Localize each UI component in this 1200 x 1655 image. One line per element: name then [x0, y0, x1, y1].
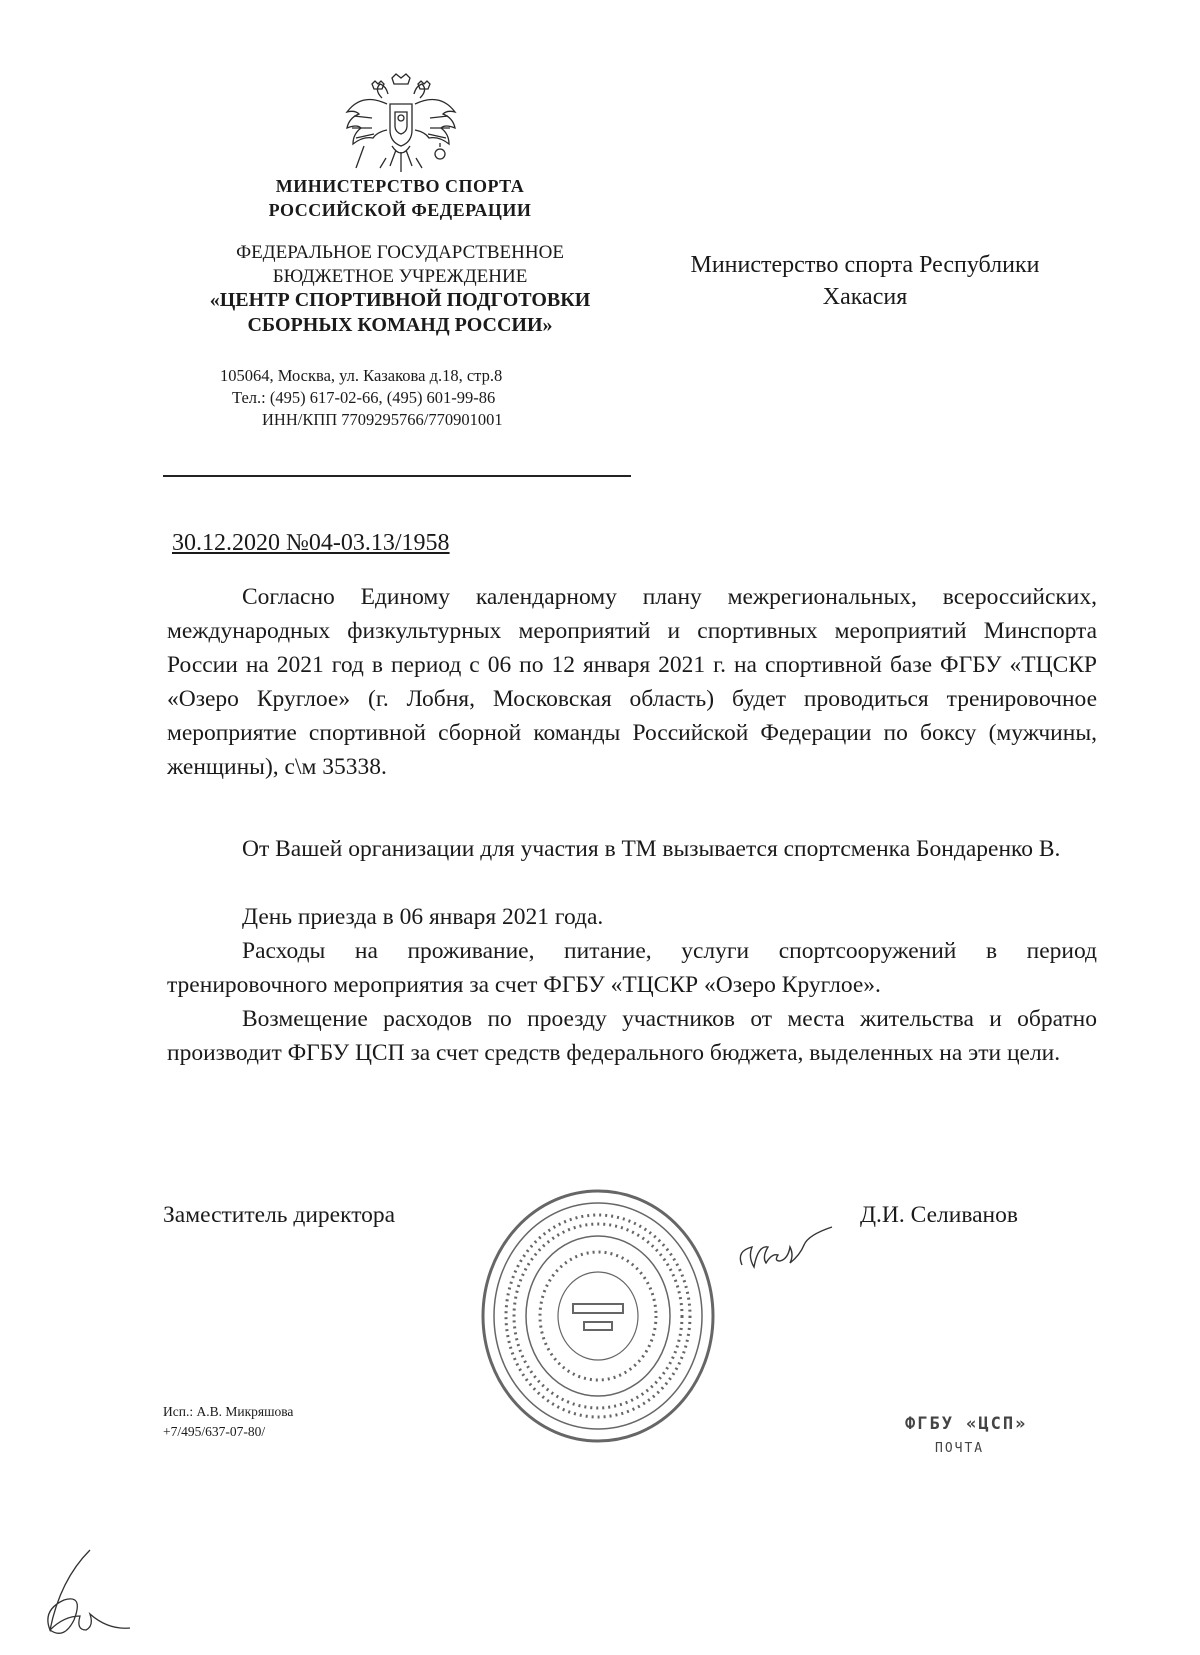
executor-phone: +7/495/637-07-80/ — [163, 1424, 266, 1439]
org-address: 105064, Москва, ул. Казакова д.18, стр.8 — [220, 366, 503, 385]
executor-name: Исп.: А.В. Микряшова — [163, 1404, 294, 1419]
document-reference: 30.12.2020 №04-03.13/1958 — [172, 530, 450, 556]
header-divider — [163, 475, 631, 477]
recipient-line-1: Министерство спорта Республики — [690, 252, 1040, 278]
double-headed-eagle-emblem-icon — [342, 72, 460, 180]
org-type-line-1: ФЕДЕРАЛЬНОЕ ГОСУДАРСТВЕННОЕ — [236, 242, 564, 263]
org-type-line-2: БЮДЖЕТНОЕ УЧРЕЖДЕНИЕ — [272, 266, 528, 287]
recipient-line-2: Хакасия — [822, 284, 908, 310]
paragraph-2: От Вашей организации для участия в ТМ вызывается спортсменка Бондаренко В. — [242, 836, 1061, 862]
org-name-line-1: «ЦЕНТР СПОРТИВНОЙ ПОДГОТОВКИ — [209, 289, 591, 311]
paragraph-4: Расходы на проживание, питание, услуги спортсооружений в период тренировочного мероприятия за счет ФГБУ «ТЦСКР «Озеро Круглое». — [167, 938, 1097, 998]
ministry-name-line-1: МИНИСТЕРСТВО СПОРТА — [275, 176, 525, 196]
paragraph-1: Согласно Единому календарному плану межрегиональных, всероссийских, международных физкультурных мероприятий и спортивных мероприятий Минспорта России на 2021 год в период с 06 по 12 января 2021 г. на спортивной базе ФГБУ «ТЦСКР «Озеро Круглое» (г. Лобня, Московская область) будет проводиться тренировочное мероприятие спортивной сборной команды Российской Федерации по боксу (мужчины, женщины), с\м 35338. — [167, 584, 1097, 780]
mail-stamp-label: ПОЧТА — [935, 1441, 985, 1456]
round-official-seal-icon — [478, 1186, 718, 1446]
handwritten-signature-icon — [730, 1225, 845, 1285]
paragraph-3: День приезда в 06 января 2021 года. — [242, 904, 604, 930]
handwritten-initials-icon — [20, 1545, 140, 1655]
signer-position: Заместитель директора — [163, 1202, 396, 1228]
paragraph-5: Возмещение расходов по проезду участников от места жительства и обратно производит ФГБУ ЦСП за счет средств федерального бюджета, выделенных на эти цели. — [167, 1006, 1097, 1066]
org-inn: ИНН/КПП 7709295766/770901001 — [262, 410, 503, 429]
org-name-line-2: СБОРНЫХ КОМАНД РОССИИ» — [247, 314, 553, 336]
org-phone: Тел.: (495) 617-02-66, (495) 601-99-86 — [232, 388, 496, 407]
ministry-name-line-2: РОССИЙСКОЙ ФЕДЕРАЦИИ — [268, 200, 532, 220]
signer-name: Д.И. Селиванов — [860, 1202, 1018, 1228]
mail-stamp-org: ФГБУ «ЦСП» — [905, 1414, 1028, 1434]
